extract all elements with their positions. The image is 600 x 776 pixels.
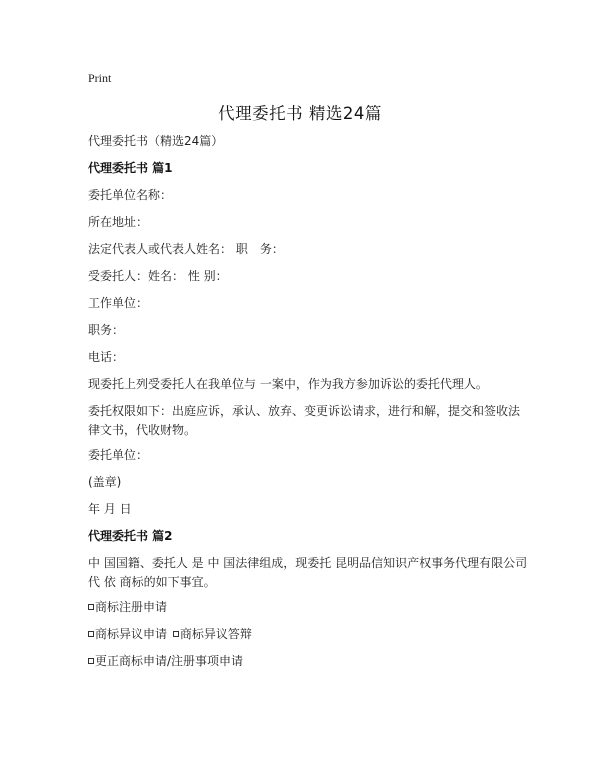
agent-line: 受委托人：姓名： 性 别：: [88, 269, 228, 283]
authority-paragraph: 委托权限如下：出庭应诉，承认、放弃、变更诉讼请求，进行和解，提交和签收法律文书，代收财物。: [88, 404, 521, 437]
checkbox-icon: [88, 631, 94, 637]
address-line: 所在地址：: [88, 215, 149, 229]
option-label: 商标异议申请: [95, 627, 168, 641]
signing-unit-line: 委托单位：: [88, 448, 149, 462]
unit-name-line: 委托单位名称：: [88, 188, 173, 202]
work-unit-line: 工作单位：: [88, 296, 149, 310]
position-line: 职务：: [88, 323, 125, 337]
section-2-intro: 中 国国籍、委托人 是 中 国法律组成，现委托 昆明品信知识产权事务代理有限公司 代 依 商标的如下事宜。: [88, 556, 528, 589]
document-subtitle: 代理委托书（精选24篇）: [88, 134, 224, 148]
checkbox-icon: [173, 631, 179, 637]
option-label: 更正商标申请/注册事项申请: [95, 654, 244, 668]
option-label: 商标注册申请: [95, 600, 168, 614]
date-line: 年 月 日: [88, 502, 132, 516]
legal-rep-line: 法定代表人或代表人姓名： 职 务：: [88, 242, 284, 256]
checkbox-icon: [88, 658, 94, 664]
document-title: 代理委托书 精选24篇: [218, 104, 382, 123]
option-label: 商标异议答辩: [179, 627, 252, 641]
print-label: Print: [88, 71, 112, 85]
phone-line: 电话：: [88, 350, 125, 364]
checkbox-icon: [88, 604, 94, 610]
option-line-1: [88, 598, 528, 617]
section-2-heading: 代理委托书 篇2: [88, 529, 173, 543]
seal-line: (盖章): [88, 475, 122, 489]
option-line-2: [88, 625, 528, 644]
option-line-3: [88, 652, 528, 671]
statement-paragraph: 现委托上列受委托人在我单位与 一案中，作为我方参加诉讼的委托代理人。: [88, 377, 488, 391]
section-1-heading: 代理委托书 篇1: [88, 161, 173, 175]
